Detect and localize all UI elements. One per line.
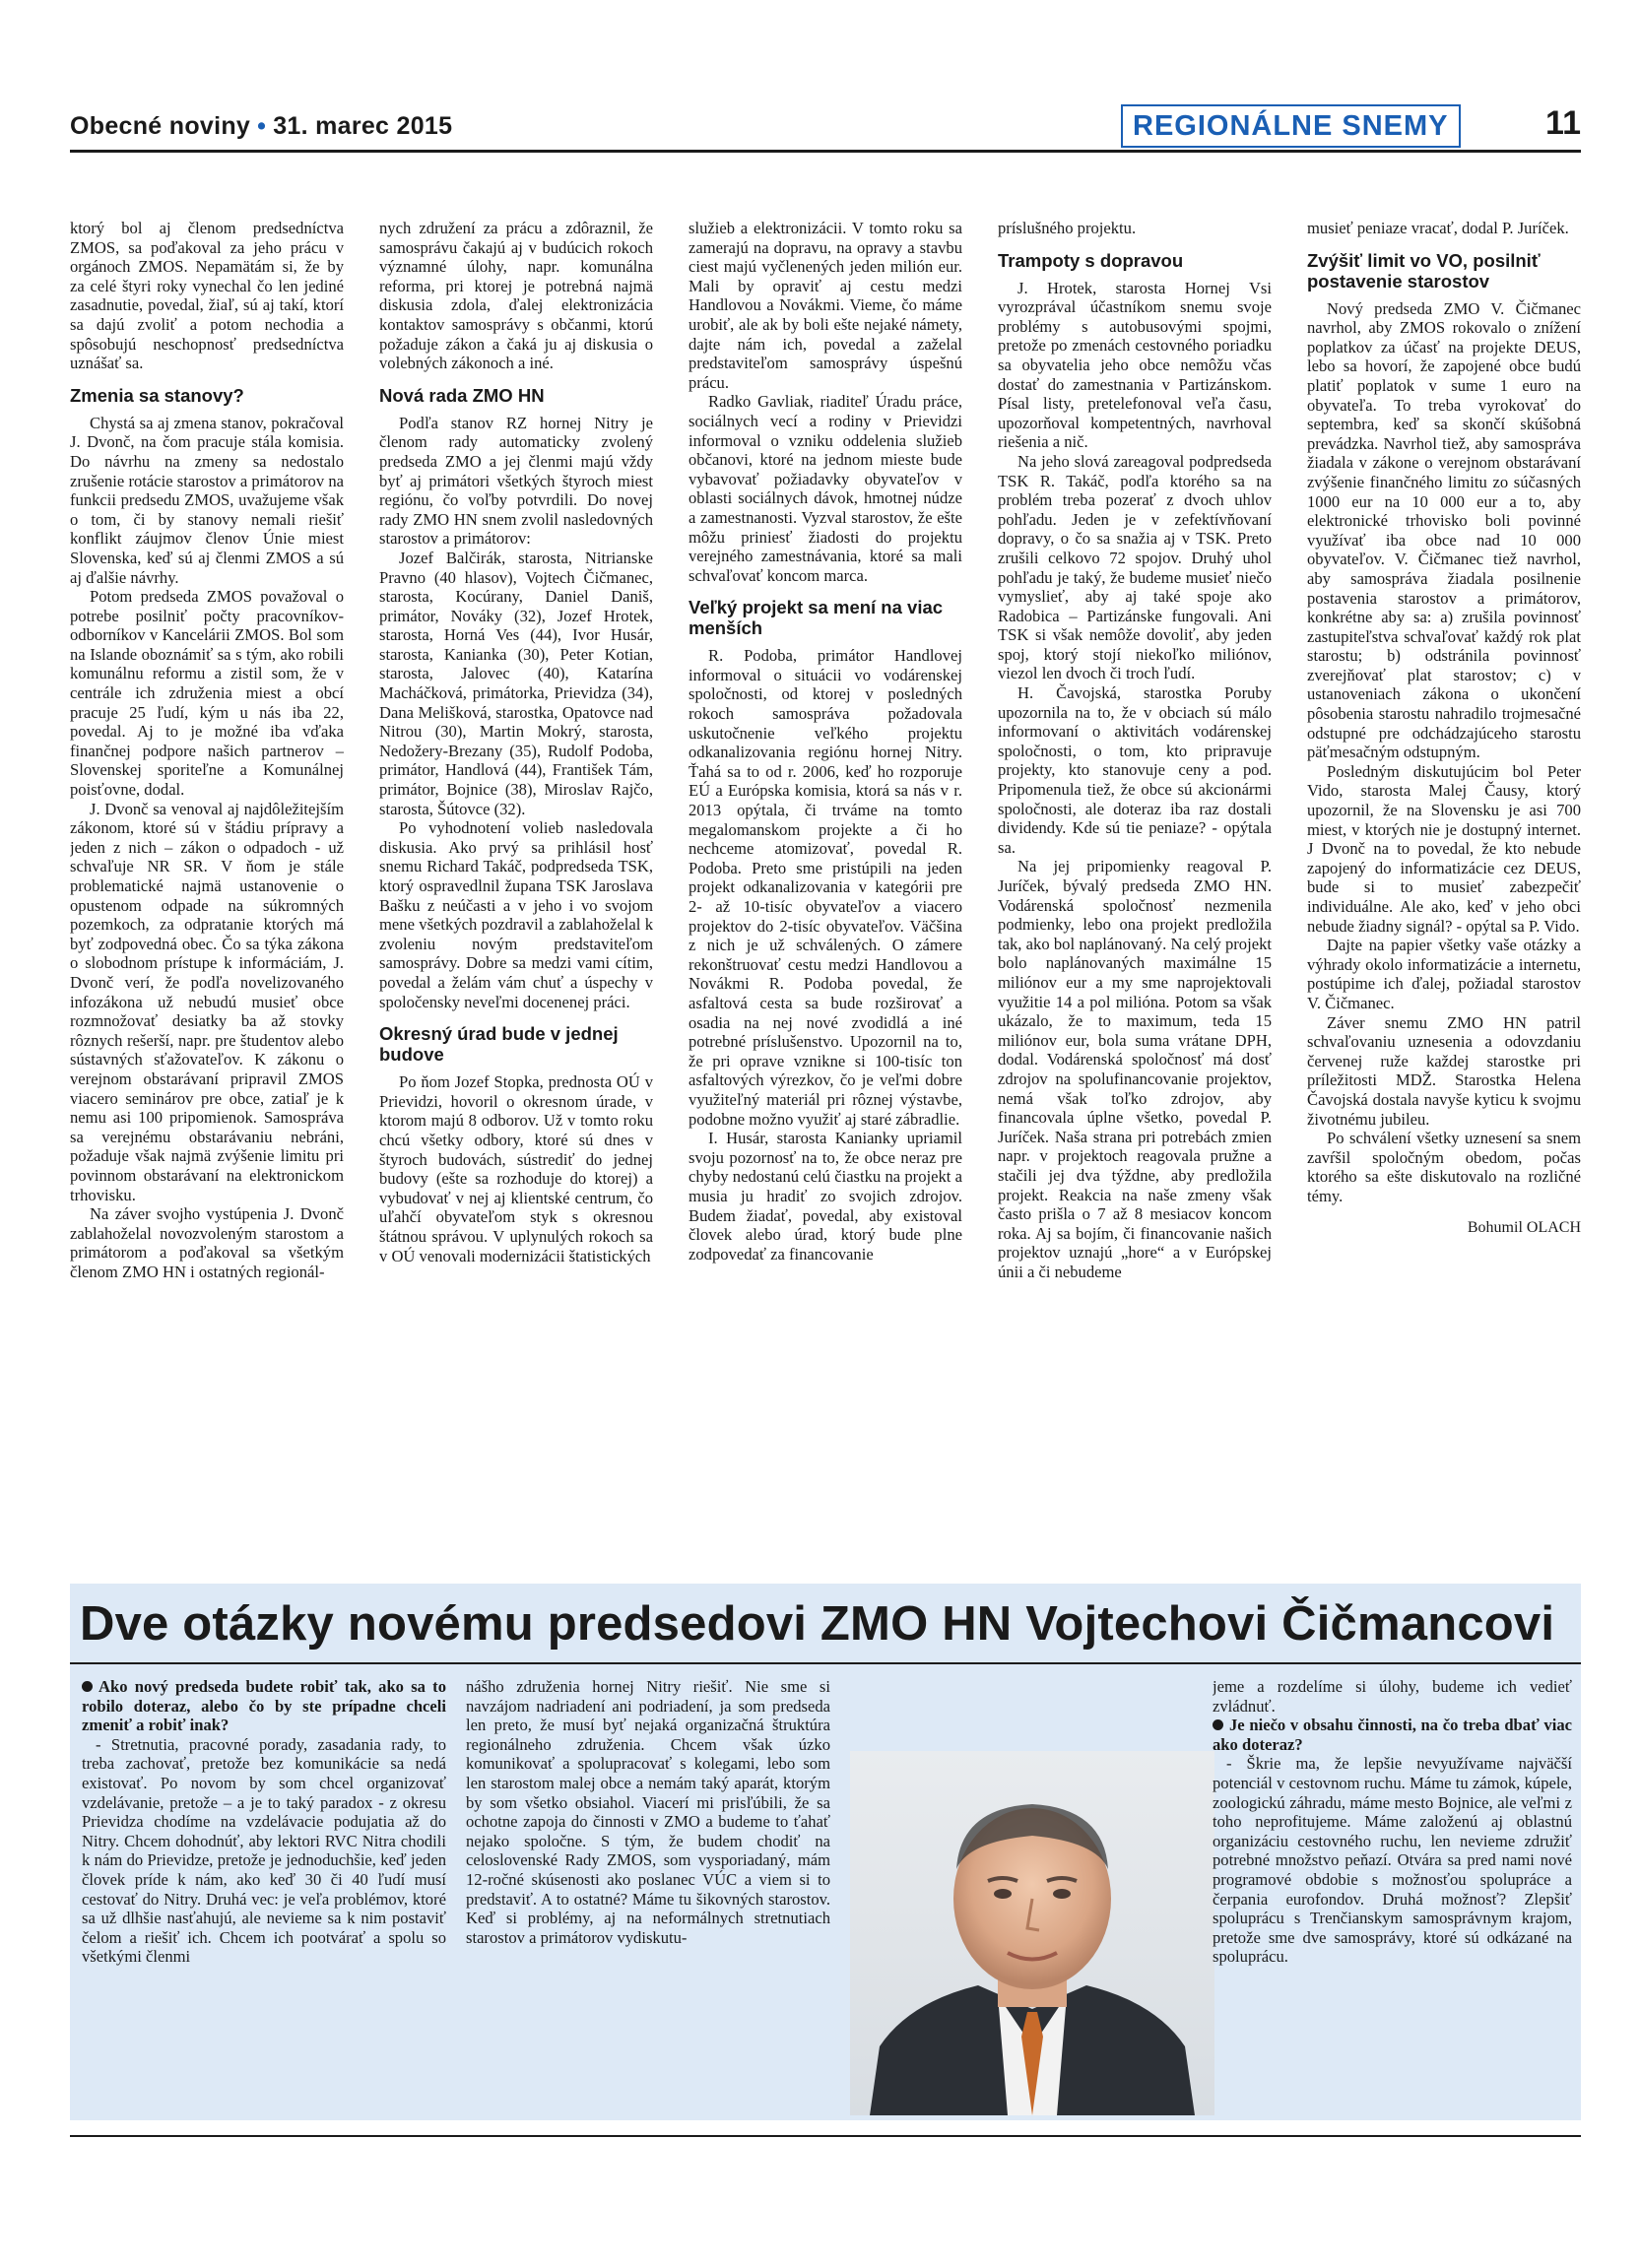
paragraph: Radko Gavliak, riaditeľ Úradu práce, sociálnych vecí a rodiny v Prievidzi informoval o vzniku oddelenia služieb občanovi, ktoré na jednom mieste bude vybavovať požiadavky obyvateľov v oblasti sociálnych dávok, hmotnej núdze a zamestnanosti. Vyzval starostov, že ešte môžu priniesť žiadosti do projektu verejného zamestnávania, ktoré sa mali schvaľovať koncom marca. xyxy=(689,392,962,585)
masthead xyxy=(70,112,452,141)
paragraph: Po ňom Jozef Stopka, prednosta OÚ v Prievidzi, hovoril o okresnom úrade, v ktorom majú 8 odborov. Už v tomto roku chcú všetky odbory, ktoré sú dnes v štyroch budovách, sústrediť do jednej budovy (ešte sa rozhoduje do ktorej) a vybudovať v nej aj klientské centrum, čo uľahčí obyvateľom styk s okresnou štátnou správou. V uplynulých rokoch sa v OÚ venovali modernizácii štatistických xyxy=(379,1072,653,1265)
footer-divider xyxy=(70,2135,1581,2137)
interview-title: Dve otázky novému predsedovi ZMO HN Vojtechovi Čičmancovi xyxy=(80,1597,1555,1651)
paragraph: I. Husár, starosta Kanianky upriamil svoju pozornosť na to, že obce neraz pre chyby nedostanú celú čiastku na projekt a musia ju hradiť zo svojich zdrojov. Budem žiadať, povedal, aby existoval človek alebo úrad, ktorý bude plne zodpovedať za financovanie xyxy=(689,1129,962,1264)
paragraph: Záver snemu ZMO HN patril schvaľovaniu uznesenia a odovzdaniu červenej ruže každej starostke pri príležitosti MDŽ. Starostka Helena Čavojská dostala navyše kyticu k svojmu životnému jubileu. xyxy=(1307,1012,1581,1129)
paragraph: Podľa stanov RZ hornej Nitry je členom rady automaticky zvolený predseda ZMO a jej členmi majú vždy byť aj primátori všetkých štyroch miest regiónu, čo voľby potvrdili. Do novej rady ZMO HN snem zvolil nasledovných starostov a primátorov: xyxy=(379,413,653,549)
article-body xyxy=(70,219,1581,1563)
title-divider xyxy=(70,1662,1581,1664)
bullet-icon xyxy=(1213,1719,1223,1730)
paragraph: Potom predseda ZMOS považoval o potrebe posilniť počty pracovníkov-odborníkov v Kancelárii ZMOS. Bol som na Islande oboznámiť sa s tým, ako robili komunálnu reformu a zistil som, že v centrále ich združenia miest a obcí pracuje 25 ľudí, kým u nás iba 22, povedal. Aj to je možné iba vďaka finančnej podpore našich partnerov – Slovenskej sporiteľne a Komunálnej poisťovne, dodal. xyxy=(70,587,344,800)
page-number: 11 xyxy=(1545,104,1581,142)
header-divider xyxy=(70,150,1581,153)
paragraph: nych združení za prácu a zdôraznil, že samosprávu čakajú aj v budúcich rokoch významné úlohy, napr. komunálna reforma, pri ktorej je potrebná najmä diskusia zdola, ďalej elektronizácia kontaktov samosprávy s občanmi, ktorú požaduje zákon a čaká ju aj diskusia o volebných zákonoch a iné. xyxy=(379,219,653,373)
subheading: Okresný úrad bude v jednej budove xyxy=(379,1023,619,1066)
paragraph: J. Hrotek, starosta Hornej Vsi vyrozprával účastníkom snemu svoje problémy s autobusovými spojmi, pretože po zmenách cestovného poriadku sa obyvatelia jeho obce nemôžu včas dostať do zamestnania v Partizánskom. Písal listy, pretelefonoval veľa času, upozorňoval kompetentných, navrhoval riešenia a nič. xyxy=(998,278,1272,452)
author-signature: Bohumil OLACH xyxy=(1467,1218,1581,1236)
interview-answer: jeme a rozdelíme si úlohy, budeme ich vedieť zvládnuť. xyxy=(1213,1677,1572,1716)
question-text: Je niečo v obsahu činnosti, na čo treba dbať viac ako doteraz? xyxy=(1213,1716,1572,1754)
interview-question xyxy=(82,1677,446,1735)
paragraph: Jozef Balčirák, starosta, Nitrianske Pravno (40 hlasov), Vojtech Čičmanec, starosta, Kocúrany, Daniel Daniš, primátor, Nováky (32), Jozef Hrotek, starosta, Horná Ves (44), Ivor Husár, starosta, Kanianka (30), Peter Kotian, starosta, Jalovec (40), Katarína Macháčková, primátorka, Prievidza (34), Dana Melišková, starostka, Opatovce nad Nitrou (30), Martin Mokrý, starosta, Nedožery-Brezany (35), Rudolf Podoba, primátor, Handlová (44), František Tám, primátor, Bojnice (38), Miroslav Rajčo, starosta, Šútovce (32). xyxy=(379,548,653,818)
page-header xyxy=(70,102,1581,152)
interview-column-3 xyxy=(1213,1677,1572,2110)
article-column-1 xyxy=(70,219,344,1563)
interview-answer: - Škrie ma, že lepšie nevyužívame najväčší potenciál v cestovnom ruchu. Máme tu zámok, kúpele, zoologickú záhradu, máme mesto Bojnice, ale veľmi z toho neprofitujeme. Máme založenú aj oblastnú organizáciu cestovného ruchu, len nevieme združiť potrebné množstvo peňazí. Otvára sa pred nami nové programové obdobie s možnosťou spolupráce a čerpania eurofondov. Druhá možnosť? Zlepšiť spoluprácu s Trenčianskym samosprávnym krajom, pretože sme dve samosprávy, ktoré sú odkázané na spoluprácu. xyxy=(1213,1754,1572,1967)
subheading: Veľký projekt sa mení na viac menších xyxy=(689,597,944,639)
question-text: Ako nový predseda budete robiť tak, ako sa to robilo doteraz, alebo čo by ste prípadne chceli zmeniť a robiť inak? xyxy=(82,1677,446,1735)
paragraph: R. Podoba, primátor Handlovej informoval o situácii vo vodárenskej spoločnosti, od ktorej v posledných rokoch samospráva požadovala uskutočnenie veľkého projektu odkanalizovania regiónu hornej Nitry. Ťahá sa to od r. 2006, keď ho rozporuje EÚ a Európska komisia, ktorá sa nás v r. 2013 opýtala, či trváme na tomto megalomanskom projekte a či ho nechceme atomizovať, povedal R. Podoba. Preto sme pristúpili na jeden projekt odkanalizovania v kategórii pre 2- až 10-tisíc obyvateľov a viacero projektov do 2-tisíc obyvateľov. Väčšina z nich je už schválených. O zámere rekonštruovať cestu medzi Handlovou a Novákmi R. Podoba povedal, že asfaltová cesta sa bude rozširovať a osadia na nej nové zvodidlá a iné potrebné príslušenstvo. Upozornil na to, že pri oprave vznikne si 100-tisíc ton asfaltových výrezkov, čo je veľmi dobre využiteľný materiál pri rôznej výstavbe, podobne možno využiť aj staré zábradlie. xyxy=(689,646,962,1129)
paragraph: Na záver svojho vystúpenia J. Dvonč zablahoželal novozvoleným starostom a primátorom a poďakoval sa všetkým členom ZMO HN i ostatných regionál- xyxy=(70,1204,344,1281)
interview-answer: - Stretnutia, pracovné porady, zasadania rady, to treba zachovať, pretože bez komunikácie sa nedá existovať. Po novom by som chcel organizovať vzdelávanie, pretože – a je to taký paradox - z okresu Prievidza chodíme na vzdelávacie podujatia až do Nitry. Chcem dohodnúť, aby lektori RVC Nitra chodili k nám do Prievidze, pretože je jednoduchšie, keď jeden človek príde k nám, ako keď 30 či 40 ľudí musí cestovať do Nitry. Druhá vec: je veľa problémov, ktoré sa už dlhšie nasťahujú, ale nevieme sa k nim postaviť čelom a riešiť ich. Chcem ich pootvárať a spolu so všetkými členmi xyxy=(82,1734,446,1967)
article-column-5 xyxy=(1307,219,1581,1563)
paragraph: Po schválení všetky uznesení sa snem zavŕšil spoločným obedom, počas ktorého sa ešte diskutovalo na rozličné témy. xyxy=(1307,1129,1581,1205)
article-column-2 xyxy=(379,219,653,1563)
subheading: Nová rada ZMO HN xyxy=(379,384,545,406)
paragraph: Na jeho slová zareagoval podpredseda TSK R. Takáč, podľa ktorého sa na problém treba pozerať z dvoch uhlov pohľadu. Jeden je v zefektívňovaní dopravy, o čo sa snažia aj v TSK. Preto zrušili celkovo 72 spojov. Druhý uhol pohľadu je taký, že budeme musieť niečo vymyslieť, aby aj také spoje ako Radobica – Partizánske fungovali. Ani TSK si však nemôže dovoliť, aby jeden spoj, ktorý stojí niekoľko miliónov, viezol len dvoch či troch ľudí. xyxy=(998,451,1272,683)
paragraph: Chystá sa aj zmena stanov, pokračoval J. Dvonč, na čom pracuje stála komisia. Do návrhu na zmeny sa nedostalo zrušenie rotácie starostov a primátorov na funkcii predsedu ZMOS, uvažujeme však o tom, či by stanovy nemali riešiť konflikt záujmov členov Únie miest Slovenska, keď sú aj členmi ZMOS a sú aj ďalšie návrhy. xyxy=(70,413,344,587)
publication-name: Obecné noviny xyxy=(70,112,251,140)
subheading: Trampoty s dopravou xyxy=(998,249,1184,271)
paragraph: H. Čavojská, starostka Poruby upozornila na to, že v obciach sú málo informovaní o aktivitách vodárenskej spoločnosti, o tom, kto pripravuje projekty, kto stanovuje ceny a pod. Pripomenula tiež, že obce sú akcionármi spoločnosti, ale doteraz iba raz dostali dividendy. Kde sú tie peniaze? - opýtala sa. xyxy=(998,683,1272,857)
paragraph: ktorý bol aj členom predsedníctva ZMOS, sa poďakoval za jeho prácu v orgánoch ZMOS. Nepamätám si, že by za celé štyri roky vynechal čo len jediné zasadnutie, povedal, žiaľ, sú aj takí, ktorí sa dajú zvoliť a potom nechodia a spôsobujú neschopnosť predsedníctva uznášať sa. xyxy=(70,219,344,373)
article-column-3 xyxy=(689,219,962,1563)
paragraph: J. Dvonč sa venoval aj najdôležitejším zákonom, ktoré sú v štádiu prípravy a jeden z nich – zákon o odpadoch - už schvaľuje NR SR. V ňom je stále problematické najmä ustanovenie o opustenom odpade na súkromných pozemkoch, za odpratanie ktorých má byť zodpovedná obec. Čo sa týka zákona o slobodnom prístupe k informáciám, J. Dvonč verí, že podľa novelizovaného infozákona už nebudú musieť obce rozmnožovať desiatky ba až stovky rôznych rešerší, napr. pre študentov alebo sústavných sťažovateľov. K zákonu o verejnom obstarávaní pripravil ZMOS viacero seminárov pre obce, zatiaľ je k nemu asi 100 pripomienok. Samospráva sa verejnému obstarávaniu nebráni, požaduje však najmä zvýšenie limitu pri povinnom obstarávaní na elektronickom trhovisku. xyxy=(70,799,344,1204)
interview-box xyxy=(70,1584,1581,2120)
paragraph: Na jej pripomienky reagoval P. Juríček, bývalý predseda ZMO HN. Vodárenská spoločnosť nezmenila podmienky, lebo ona projekt predložila tak, ako bol naplánovaný. Na celý projekt bolo naplánovaných maximálne 15 miliónov eur a my sme naprojektovali využitie 14 a pol milióna. Potom sa však ukázalo, že to maximum, teda 15 miliónov eur, bola suma vrátane DPH, dodal. Vodárenská spoločnosť má dosť zdrojov na spolufinancovanie projektov, nemá však toľko zdrojov, aby financovala úplne všetko, povedal P. Juríček. Naša strana pri potrebách zmien napr. v projektoch reagovala pružne a stačili jej dva týždne, aby predložila projekt. Reakcia na naše zmeny však často prišla o 7 až 8 mesiacov koncom roka. Aj sa bojím, či financovanie našich projektov uznajú „hore“ a v Európskej únii a či nebudeme xyxy=(998,857,1272,1281)
paragraph: Nový predseda ZMO V. Čičmanec navrhol, aby ZMOS rokovalo o znížení poplatkov za účasť na projekte DEUS, lebo sa hovorí, že zapojené obce budú platiť poplatok v sume 1 euro na obyvateľa. To treba vyrokovať do septembra, keď sa skončí skúšobná prevádzka. Navrhol tiež, aby samospráva žiadala v zákone o verejnom obstarávaní zvýšenie finančného limitu zo súčasných 1000 eur na 10 000 eur a to, aby elektronické trhovisko boli povinné využívať iba obce nad 10 000 obyvateľov. V. Čičmanec tiež navrhol, aby samospráva žiadala posilnenie postavenia starostov a primátorov, konkrétne aby sa: a) zrušila povinnosť zastupiteľstva schvaľovať každý rok plat starostu; b) odstránila povinnosť zverejňovať plat starostov; c) v ustanoveniach zákona o ukončení pôsobenia starostu nahradilo trojmesačné odstupné pre odchádzajúceho starostu päťmesačným odstupným. xyxy=(1307,298,1581,762)
bullet-icon xyxy=(82,1681,93,1692)
separator-dot: • xyxy=(257,112,267,140)
paragraph: služieb a elektronizácii. V tomto roku sa zamerajú na dopravu, na opravy a stavbu ciest majú vyčlenených jeden milión eur. Mali by opraviť aj cestu medzi Handlovou a Novákmi. Vieme, čo máme urobiť, ale ak by boli ešte nejaké námety, dajte nám ich, povedal a zaželal predstaviteľom samosprávy úspešnú prácu. xyxy=(689,219,962,392)
paragraph: Posledným diskutujúcim bol Peter Vido, starosta Malej Čausy, ktorý upozornil, že na Slovensku je asi 700 miest, v ktorých nie je dostupný internet. J Dvonč na to povedal, že kto nebude zapojený do informatizácie cez DEUS, bude si to musieť zabezpečiť individuálne. Ale ako, keď v jeho obci nebude žiadny signál? - opýtal sa P. Vido. xyxy=(1307,761,1581,936)
section-label: REGIONÁLNE SNEMY xyxy=(1121,104,1461,148)
issue-date: 31. marec 2015 xyxy=(273,112,453,140)
portrait-illustration xyxy=(850,1751,1214,2115)
subheading: Zmenia sa stanovy? xyxy=(70,384,244,406)
subheading: Zvýšiť limit vo VO, posilniť postavenie starostov xyxy=(1307,249,1541,292)
interview-column-1 xyxy=(82,1677,446,2110)
interview-column-2 xyxy=(466,1677,830,2110)
interview-question xyxy=(1213,1716,1572,1754)
portrait-photo xyxy=(850,1751,1214,2115)
article-column-4 xyxy=(998,219,1272,1563)
paragraph: Dajte na papier všetky vaše otázky a výhrady okolo informatizácie a internetu, postúpime ich ďalej, požiadal starostov V. Čičmanec. xyxy=(1307,936,1581,1012)
interview-answer: nášho združenia hornej Nitry riešiť. Nie sme si navzájom nadriadení ani podriadení, ja som predseda len preto, že musí byť nejaká organizačná štruktúra regionálneho združenia. Chcem však úzko komunikovať a spolupracovať s kolegami, lebo som len starostom malej obce a nemám taký aparát, ktorým by som všetko obsiahol. Viacerí mi prisľúbili, že sa ochotne zapoja do činnosti v ZMO a budeme to ťahať nejako spoločne. S tým, že budem chodiť na celoslovenské Rady ZMOS, som vysporiadaný, mám 12-ročné skúsenosti ako poslanec VÚC a viem si to predstaviť. A to ostatné? Máme tu šikovných starostov. Keď si problémy, aj na neformálnych stretnutiach starostov a primátorov vydiskutu- xyxy=(466,1677,830,1947)
paragraph: Po vyhodnotení volieb nasledovala diskusia. Ako prvý sa prihlásil hosť snemu Richard Takáč, podpredseda TSK, ktorý ospravedlnil župana TSK Jaroslava Bašku z neúčasti a v jeho i vo svojom mene všetkých pozdravil a zablahoželal k zvoleniu novým predstaviteľom samosprávy. Dobre sa medzi vami cítim, povedal a želám vám chuť a úspechy v spoločensky neveľmi docenenej práci. xyxy=(379,818,653,1011)
paragraph: príslušného projektu. xyxy=(998,219,1137,237)
paragraph: musieť peniaze vracať, dodal P. Juríček. xyxy=(1307,219,1569,237)
